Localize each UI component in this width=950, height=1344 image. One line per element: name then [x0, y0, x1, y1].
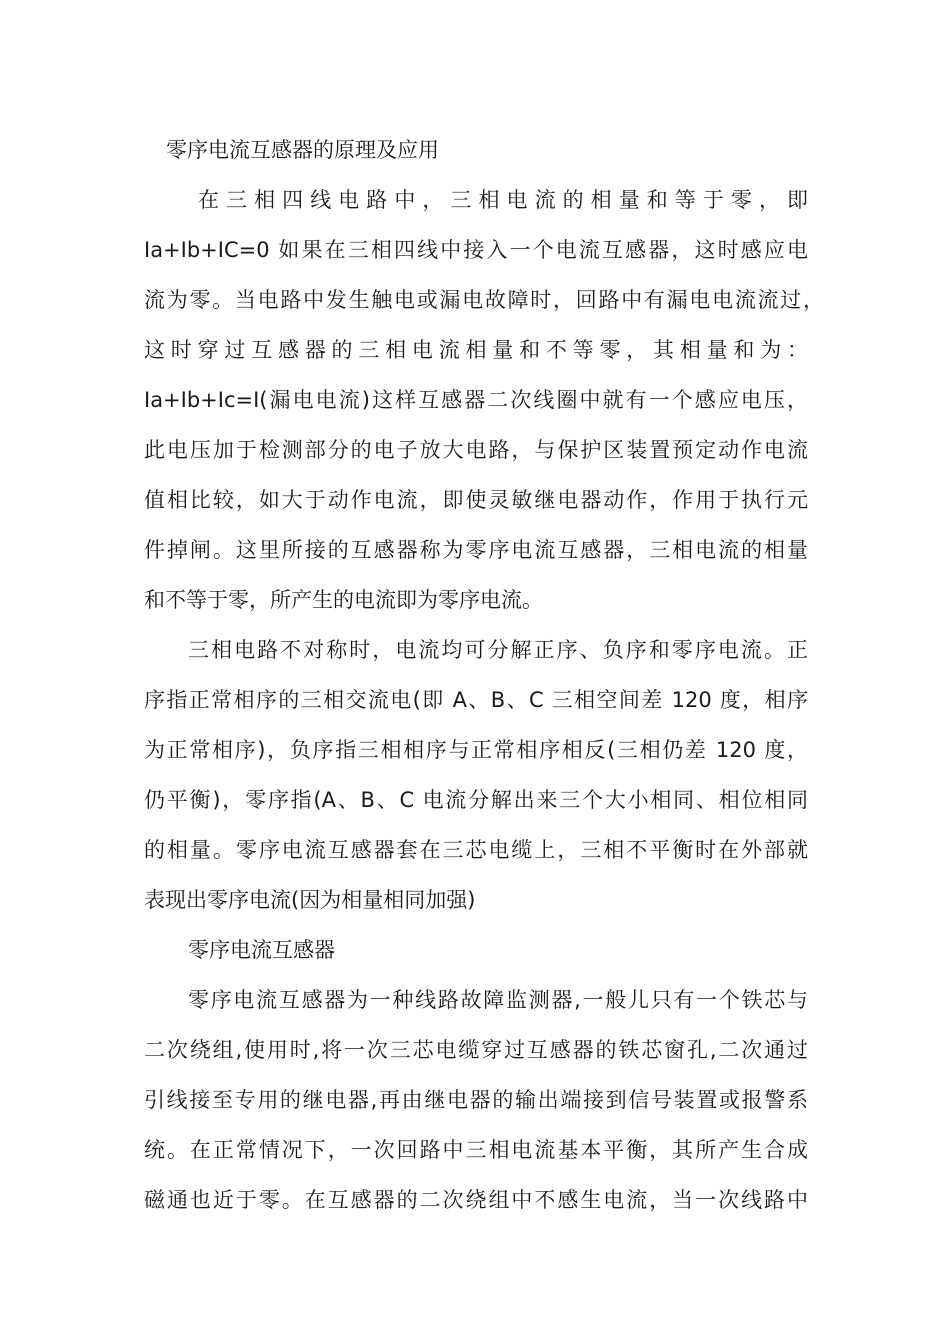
paragraph-2-line-2: 序指正常相序的三相交流电(即 A、B、C 三相空间差 120 度，相序	[144, 688, 808, 712]
paragraph-1-line-1: 在三相四线电路中，三相电流的相量和等于零，即	[198, 188, 808, 212]
paragraph-3-line-1: 零序电流互感器为一种线路故障监测器,一般儿只有一个铁芯与	[188, 988, 808, 1012]
paragraph-1-line-6: 此电压加于检测部分的电子放大电路，与保护区装置预定动作电流	[144, 438, 808, 462]
paragraph-2-line-5: 的相量。零序电流互感器套在三芯电缆上，三相不平衡时在外部就	[144, 838, 808, 862]
paragraph-3-line-2: 二次绕组,使用时,将一次三芯电缆穿过互感器的铁芯窗孔,二次通过	[144, 1038, 808, 1062]
paragraph-3-line-5: 磁通也近于零。在互感器的二次绕组中不感生电流，当一次线路中	[144, 1188, 808, 1212]
paragraph-1-line-4: 这时穿过互感器的三相电流相量和不等零，其相量和为：	[144, 338, 808, 362]
paragraph-1-line-7: 值相比较，如大于动作电流，即使灵敏继电器动作，作用于执行元	[144, 488, 808, 512]
paragraph-1-line-5: Ia+Ib+Ic=I(漏电电流)这样互感器二次线圈中就有一个感应电压，	[144, 388, 808, 412]
document-title: 零序电流互感器的原理及应用	[166, 138, 439, 162]
paragraph-1-line-8: 件掉闸。这里所接的互感器称为零序电流互感器，三相电流的相量	[144, 538, 808, 562]
paragraph-3-line-3: 引线接至专用的继电器,再由继电器的输出端接到信号装置或报警系	[144, 1088, 808, 1112]
paragraph-1-line-2: Ia+Ib+IC=0 如果在三相四线中接入一个电流互感器，这时感应电	[144, 238, 808, 262]
paragraph-1-line-9: 和不等于零，所产生的电流即为零序电流。	[144, 588, 543, 612]
paragraph-2-line-6: 表现出零序电流(因为相量相同加强)	[144, 888, 476, 912]
paragraph-3-line-4: 统。在正常情况下，一次回路中三相电流基本平衡，其所产生合成	[144, 1138, 808, 1162]
section-heading: 零序电流互感器	[188, 938, 335, 962]
paragraph-2-line-3: 为正常相序)，负序指三相相序与正常相序相反(三相仍差 120 度，	[144, 738, 808, 762]
paragraph-2-line-1: 三相电路不对称时，电流均可分解正序、负序和零序电流。正	[188, 638, 808, 662]
paragraph-2-line-4: 仍平衡)，零序指(A、B、C 电流分解出来三个大小相同、相位相同	[144, 788, 808, 812]
paragraph-1-line-3: 流为零。当电路中发生触电或漏电故障时，回路中有漏电电流流过，	[144, 288, 824, 312]
